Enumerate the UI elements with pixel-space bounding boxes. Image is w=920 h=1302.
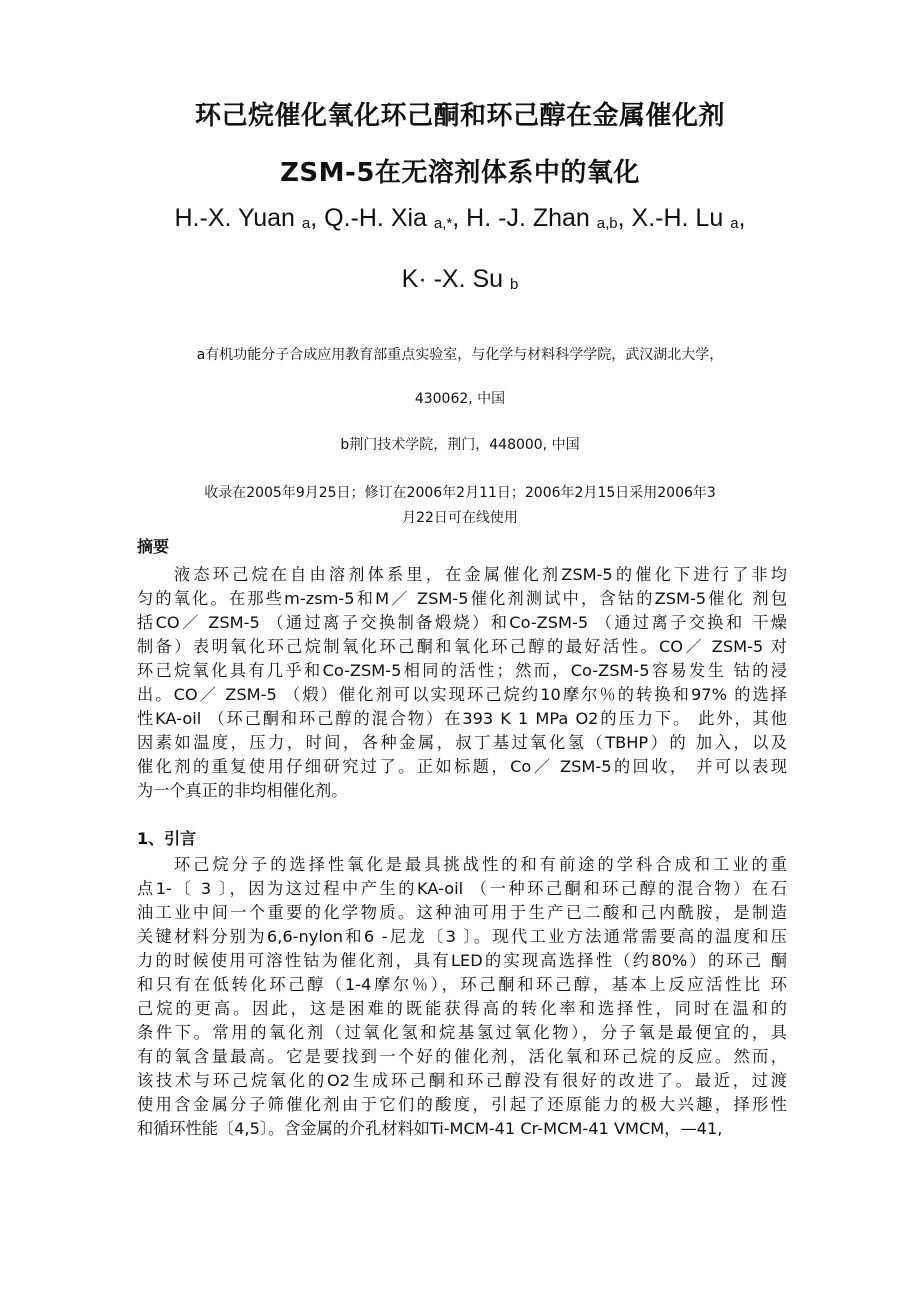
authors-line-1 bbox=[0, 204, 920, 233]
author-name: Q.-H. Xia bbox=[324, 204, 434, 232]
author-name: X.-H. Lu bbox=[631, 204, 731, 232]
abstract-text-line: 匀的氧化。在那些m-zsm-5和M／ ZSM-5催化剂测试中，含钴的ZSM-5催化 剂包 bbox=[137, 589, 787, 608]
author-affiliation-marker: b bbox=[510, 276, 519, 293]
author-name: H. -J. Zhan bbox=[466, 204, 597, 232]
authors-line-2 bbox=[0, 265, 920, 294]
title-line-1: 环己烷催化氧化环己酮和环己醇在金属催化剂 bbox=[194, 101, 725, 131]
abstract-text-line: 括CO／ ZSM-5 （通过离子交换制备煅烧）和Co-ZSM-5 （通过离子交换和 干燥 bbox=[137, 613, 787, 632]
received-dates-line-2: 月22日可在线使用 bbox=[402, 510, 518, 526]
author-separator: , bbox=[310, 204, 325, 232]
introduction-text-line: 力的时候使用可溶性钴为催化剂，具有LED的实现高选择性（约80%）的环己 酮 bbox=[137, 951, 787, 970]
abstract-text-line: 催化剂的重复使用仔细研究过了。正如标题，Co／ ZSM-5的回收， 并可以表现 bbox=[137, 757, 787, 776]
author-affiliation-marker: a,b bbox=[596, 215, 618, 232]
introduction-heading: 1、引言 bbox=[137, 829, 197, 848]
introduction-text-line: 关键材料分别为6,6-nylon和6 -尼龙〔3 〕。现代工业方法通常需要高的温度和压 bbox=[137, 927, 787, 946]
introduction-text-line: 使用含金属分子筛催化剂由于它们的酸度，引起了还原能力的极大兴趣，择形性 bbox=[137, 1095, 787, 1114]
introduction-text-line: 点1-〔 3 〕，因为这过程中产生的KA-oil （一种环己酮和环己醇的混合物）在石 bbox=[137, 879, 787, 898]
author-separator: , bbox=[617, 204, 632, 232]
title-line-2: ZSM-5在无溶剂体系中的氧化 bbox=[280, 158, 640, 188]
affiliation-b: b荆门技术学院，荆门，448000, 中国 bbox=[340, 437, 580, 453]
introduction-text-line: 油工业中间一个重要的化学物质。这种油可用于生产已二酸和己内酰胺，是制造 bbox=[137, 903, 787, 922]
introduction-text-line: 和循环性能〔4,5〕。含金属的介孔材料如Ti-MCM-41 Cr-MCM-41 VMCM，—41, bbox=[137, 1119, 723, 1138]
introduction-text-line: 该技术与环己烷氧化的O2生成环己酮和环己醇没有很好的改进了。最近，过渡 bbox=[137, 1071, 787, 1090]
abstract-text-line: 因素如温度，压力，时间，各种金属，叔丁基过氧化氢（TBHP）的 加入，以及 bbox=[137, 733, 787, 752]
abstract-heading: 摘要 bbox=[137, 537, 170, 556]
affiliation-a-line-2: 430062, 中国 bbox=[414, 391, 506, 407]
author-affiliation-marker: a,* bbox=[433, 215, 453, 232]
author-name: K· -X. Su bbox=[401, 265, 511, 293]
author-affiliation-marker: a bbox=[730, 215, 739, 232]
abstract-text-line: 性KA-oil （环己酮和环己醇的混合物）在393 K 1 MPa O2的压力下。 此外，其他 bbox=[137, 709, 787, 728]
introduction-body bbox=[137, 853, 787, 1141]
introduction-text-line: 环己烷分子的选择性氧化是最具挑战性的和有前途的学科合成和工业的重 bbox=[174, 855, 787, 874]
abstract-body bbox=[137, 563, 787, 803]
introduction-text-line: 和只有在低转化环己醇（1-4摩尔％），环己酮和环己醇，基本上反应活性比 环 bbox=[137, 975, 787, 994]
author-separator: , bbox=[452, 204, 467, 232]
author-separator: , bbox=[738, 204, 746, 232]
introduction-text-line: 条件下。常用的氧化剂（过氧化氢和烷基氢过氧化物），分子氧是最便宜的，具 bbox=[137, 1023, 787, 1042]
abstract-text-line: 为一个真正的非均相催化剂。 bbox=[137, 781, 348, 800]
introduction-text-line: 有的氧含量最高。它是要找到一个好的催化剂，活化氧和环己烷的反应。然而， bbox=[137, 1047, 787, 1066]
abstract-text-line: 出。CO／ ZSM-5 （煅）催化剂可以实现环己烷约10摩尔％的转换和97% 的选择 bbox=[137, 685, 787, 704]
affiliation-a-line-1: a有机功能分子合成应用教育部重点实验室，与化学与材料科学学院，武汉湖北大学， bbox=[196, 347, 724, 363]
introduction-text-line: 己烷的更高。因此，这是困难的既能获得高的转化率和选择性，同时在温和的 bbox=[137, 999, 787, 1018]
abstract-text-line: 制备）表明氧化环己烷制氧化环己酮和氧化环己醇的最好活性。CO／ ZSM-5 对 bbox=[137, 637, 787, 656]
received-dates-line-1: 收录在2005年9月25日；修订在2006年2月11日；2006年2月15日采用2006年3 bbox=[204, 485, 716, 501]
author-affiliation-marker: a bbox=[301, 215, 311, 232]
abstract-text-line: 环己烷氧化具有几乎和Co-ZSM-5相同的活性；然而，Co-ZSM-5容易发生 钴的浸 bbox=[137, 661, 787, 680]
author-name: H.-X. Yuan bbox=[174, 204, 302, 232]
abstract-text-line: 液态环己烷在自由溶剂体系里，在金属催化剂ZSM-5的催化下进行了非均 bbox=[174, 565, 787, 584]
